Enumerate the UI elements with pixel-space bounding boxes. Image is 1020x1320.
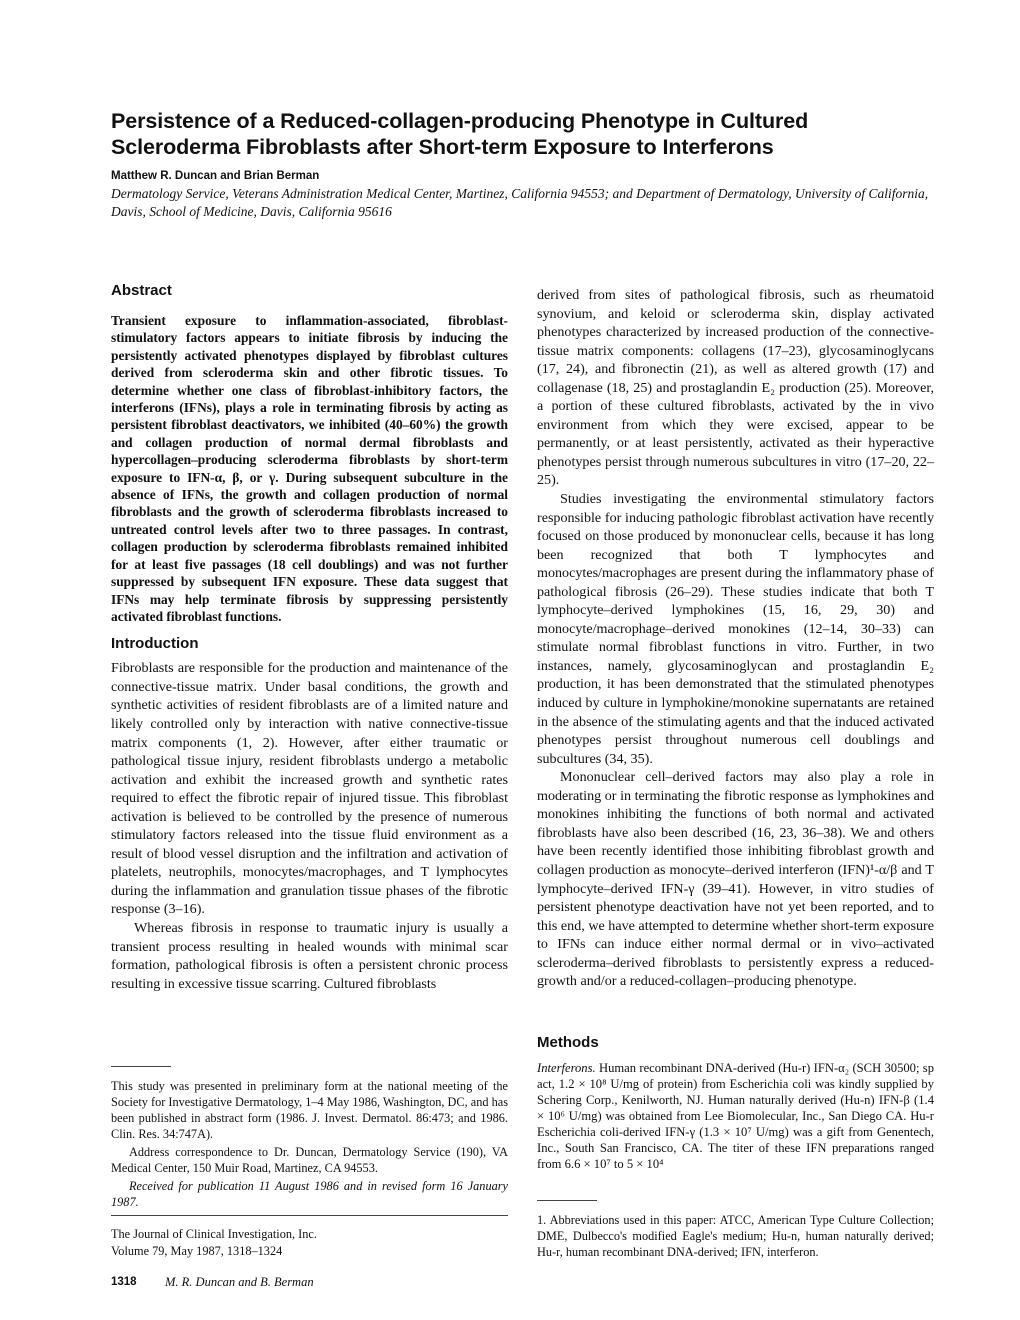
footnote-divider-right	[537, 1200, 597, 1201]
footnote-presented: This study was presented in preliminary form at the national meeting of the Society for Investigative Dermatology, 1–4 May 1986, Washington, DC, and has been published in abstract form (1986. J. Invest. Dermatol. 86:473; and 1986. Clin. Res. 34:747A).	[111, 1079, 508, 1141]
journal-divider	[111, 1215, 508, 1216]
footnote-abbreviations: 1. Abbreviations used in this paper: ATCC, American Type Culture Collection; DME, Dulbecco's modified Eagle's medium; Hu-n, human naturally derived; Hu-r, human recombinant DNA-derived; IFN, interferon.	[537, 1213, 934, 1259]
right-column	[537, 286, 934, 991]
intro-paragraph-2: Whereas fibrosis in response to traumatic injury is usually a transient process resulting in healed wounds with minimal scar formation, pathological fibrosis is often a persistent chronic process resulting in excessive tissue scarring. Cultured fibroblasts	[111, 919, 508, 992]
article-title: Persistence of a Reduced-collagen-producing Phenotype in Cultured Scleroderma Fibroblasts after Short-term Exposure to Interferons	[111, 109, 809, 159]
journal-info	[111, 1226, 508, 1260]
footnote-divider-left	[111, 1066, 171, 1067]
page-number: 1318	[111, 1276, 137, 1288]
intro-paragraph-5: Mononuclear cell–derived factors may also play a role in moderating or in terminating the fibrotic response as lymphokines and monokines inhibiting the functions of both normal and activated fibroblasts have also been described (16, 23, 36–38). We and others have been recently identified those inhibiting fibroblast growth and collagen production as monocyte–derived interferon (IFN)¹-α/β and T lymphocyte–derived IFN-γ (39–41). However, in vitro studies of persistent phenotype deactivation have not yet been reported, and to this end, we have attempted to determine whether short-term exposure to IFNs can induce either normal dermal or in vivo–activated scleroderma–derived fibroblasts to persistently express a reduced-growth and/or a reduced-collagen–producing phenotype.	[537, 769, 934, 990]
footnote-received: Received for publication 11 August 1986 and in revised form 16 January 1987.	[111, 1179, 508, 1209]
intro-paragraph-3: derived from sites of pathological fibrosis, such as rheumatoid synovium, and keloid or scleroderma skin, display activated phenotypes characterized by increased production of the connective-tissue matrix components: collagens (17–23), glycosaminoglycans (17, 24), and fibronectin (21), as well as altered growth (17) and collagenase (18, 25) and prostaglandin E₂ production (25). Moreover, a portion of these cultured fibroblasts, activated by the in vivo environment from which they were excised, appear to be permanently, or at least persistently, activated as their hyperactive phenotypes persist through numerous subcultures in vitro (17–20, 22–25).	[537, 287, 934, 489]
left-column	[111, 282, 508, 993]
methods-lead: Interferons.	[537, 1061, 596, 1075]
methods-paragraph	[537, 1060, 934, 1172]
author-affiliation: Dermatology Service, Veterans Administration Medical Center, Martinez, California 94553; and Department of Dermatology, University of California, Davis, School of Medicine, Davis, California 95616	[111, 186, 929, 219]
intro-paragraph-4: Studies investigating the environmental stimulatory factors responsible for inducing pathologic fibroblast activation have recently focused on those produced by mononuclear cells, because it has long been recognized that both T lymphocytes and monocytes/macrophages are present during the inflammatory phase of pathological fibrosis (26–29). These studies indicate that both T lymphocyte–derived lymphokines (15, 16, 29, 30) and monocyte/macrophage–derived monokines (12–14, 30–33) can stimulate normal fibroblast functions in vitro. Further, in two instances, namely, glycosaminoglycan and prostaglandin E₂ production, it has been demonstrated that the stimulated phenotypes induced by culture in lymphokine/monokine supernatants are retained in the absence of the stimulating agents and that the induced activated phenotypes persist throughout numerous cell doublings and subcultures (34, 35).	[537, 491, 934, 767]
journal-volume: Volume 79, May 1987, 1318–1324	[111, 1244, 283, 1258]
intro-paragraph-1: Fibroblasts are responsible for the production and maintenance of the connective-tissue matrix. Under basal conditions, the growth and synthetic activities of resident fibroblasts are of a limited nature and likely controlled only by interaction with native connective-tissue matrix components (1, 2). However, after either traumatic or pathological tissue injury, resident fibroblasts undergo a metabolic activation and exhibit the increased growth and synthetic rates required to effect the fibrotic repair of injured tissue. This fibroblast activation is believed to be controlled by the presence of numerous stimulatory factors released into the tissue fluid environment as a result of blood vessel disruption and the infiltration and activation of platelets, neutrophils, monocytes/macrophages, and T lymphocytes during the inflammation and granulation tissue phases of the fibrotic response (3–16).	[111, 660, 508, 918]
journal-name: The Journal of Clinical Investigation, Inc.	[111, 1227, 317, 1241]
introduction-heading: Introduction	[111, 635, 199, 653]
methods-text: Human recombinant DNA-derived (Hu-r) IFN-α₂ (SCH 30500; sp act, 1.2 × 10⁸ U/mg of protein) from Escherichia coli was kindly supplied by Schering Corp., Kenilworth, NJ. Human naturally derived (Hu-n) IFN-β (1.4 × 10⁶ U/mg) was obtained from Lee Biomolecular, Inc., San Diego CA. Hu-r Escherichia coli-derived IFN-γ (1.3 × 10⁷ U/mg) was a gift from Genentech, Inc., South San Francisco, CA. The titer of these IFN preparations ranged from 6.6 × 10⁷ to 5 × 10⁴	[537, 1061, 934, 1171]
methods-heading: Methods	[537, 1034, 599, 1051]
first-page-footnotes	[111, 1078, 508, 1212]
running-footer: M. R. Duncan and B. Berman	[165, 1275, 314, 1289]
footnote-correspondence: Address correspondence to Dr. Duncan, Dermatology Service (190), VA Medical Center, 150 Muir Road, Martinez, CA 94553.	[111, 1145, 508, 1175]
abstract-heading: Abstract	[111, 282, 172, 299]
author-list: Matthew R. Duncan and Brian Berman	[111, 170, 320, 182]
abstract-text: Transient exposure to inflammation-associated, fibroblast-stimulatory factors appears to initiate fibrosis by inducing the persistently activated phenotypes displayed by fibroblast cultures derived from scleroderma skin and other fibrotic tissues. To determine whether one class of fibroblast-inhibitory factors, the interferons (IFNs), plays a role in terminating fibrosis by acting as persistent fibroblast deactivators, we inhibited (40–60%) the growth and collagen production of normal dermal fibroblasts and hypercollagen–producing scleroderma fibroblasts by short-term exposure to IFN-α, β, or γ. During subsequent subculture in the absence of IFNs, the growth and collagen production of normal fibroblasts and the growth of scleroderma fibroblasts increased to untreated control levels after two to three passages. In contrast, collagen production by scleroderma fibroblasts remained inhibited for at least five passages (18 cell doublings) and was not further suppressed by subsequent IFN exposure. These data suggest that IFNs may help terminate fibrosis by suppressing persistently activated fibroblast functions.	[111, 313, 508, 624]
